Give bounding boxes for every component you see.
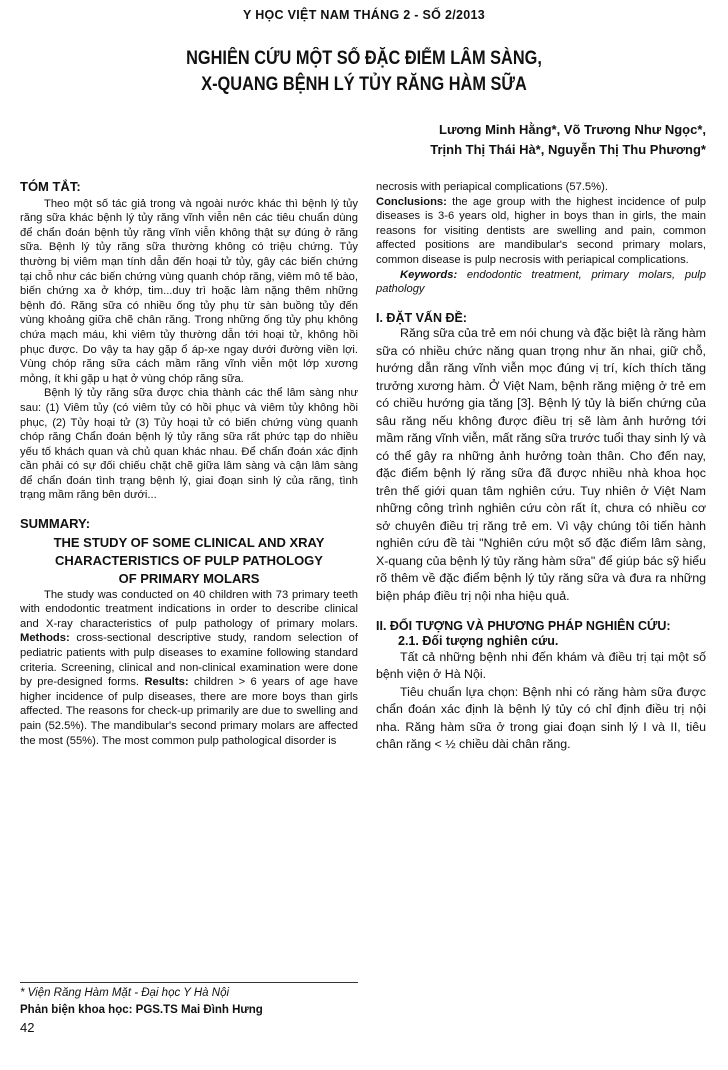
authors-line-1: Lương Minh Hằng*, Võ Trương Như Ngọc*, [439,122,706,137]
title-line-2: X-QUANG BỆNH LÝ TỦY RĂNG HÀM SỮA [201,74,527,95]
section-2-1-heading: 2.1. Đối tượng nghiên cứu. [398,633,559,648]
conclusions-text: the age group with the highest incidence of pulp diseases is 3-6 years old, higher in boys than in girls, the main reasons for visiting dentists are swelling and pain, common affected positions are mandibular's second primary molars, common disease is pulp necrosis with periapical complications. [376,195,706,266]
journal-header: Y HỌC VIỆT NAM THÁNG 2 - SỐ 2/2013 [243,8,485,22]
summary-vi-paragraph-2: Bệnh lý tủy răng sữa được chia thành các thể lâm sàng như sau: (1) Viêm tủy (có viêm tủy có hồi phục và viêm tủy không hồi phục, (2) Tủy hoại tử (3) Tủy hoại tử có biến chứng vùng quanh chóp răng Chẩn đoán bệnh lý tủy răng sữa rất phức tạp do nhiều yếu tố khách quan và chủ quan khác nhau. Để chẩn đoán xác định cần phải có sự đối chiếu chặt chẽ giữa lâm sàng và cận lâm sàng để chẩn đoán tình trạng bệnh lý, giai đoạn sinh lý của răng, tình trạng mầm răng bên dưới... [20,387,358,502]
summary-en-title-2: CHARACTERISTICS OF PULP PATHOLOGY [55,552,323,568]
conclusions-label: Conclusions: [376,195,447,208]
summary-vi-paragraph-1: Theo một số tác giả trong và ngoài nước khác thì bệnh lý tủy răng sữa khác bệnh lý tủy răng vĩnh viễn nên các tiêu chuẩn dùng để chẩn đoán bệnh tủy răng vĩnh viễn không thật sự đúng ở răng sữa. Bệnh lý tủy răng sữa thường không có triệu chứng. Tủy thường bị viêm mạn tính dẫn đến hoại tử tủy, gây các biến chứng tại chỗ như các biến chứng vùng quanh chóp răng, viêm mô tế bào, biến chứng xa ở khớp, tim...duy trì hoặc làm nặng thêm những bệnh đó. Răng sữa có nhiều ống tủy phụ từ sàn buồng tủy đến vùng khoảng giữa chẽ chân răng. Trong những ống tủy phụ không chứa mạch máu, khi viêm tủy thường dẫn tới hoại tử, không hồi phục được. Do vậy ta hay gặp ổ áp-xe ngay dưới đường viền lợi. Vùng chóp răng sữa cách mầm răng vĩnh viễn một lớp xương mỏng, ít khi gặp u hạt ở vùng chóp răng sữa. [20,197,358,385]
page-number: 42 [20,1020,35,1035]
summary-en-paragraph [20,588,358,749]
left-column [20,180,358,748]
reviewer: Phản biện khoa học: PGS.TS Mai Đình Hưng [20,1004,263,1016]
section-1-paragraph: Răng sữa của trẻ em nói chung và đặc biệt là răng hàm sữa có nhiều chức năng quan trọng như ăn nhai, giữ chỗ, hướng dẫn răng vĩnh viễn mọc đúng vị trí, kích thích tăng trưởng xương hàm. Ở Việt Nam, bệnh răng miệng ở trẻ em có chiều hướng gia tăng [3]. Bệnh lý tủy là biến chứng của sâu răng nếu không được điều trị sẽ làm ảnh hưởng tới mầm răng vĩnh viễn, mất răng sữa trước tuổi thay sinh lý và có thể gây ra những ảnh hưởng toàn thân. Cho đến nay, đặc điểm bệnh lý răng sữa đã được nhiều nhà khoa học trên thế giới quan tâm nghiên cứu. Tuy nhiên ở Việt Nam những công trình nghiên cứu còn rất ít, chưa có nhiều cơ sở chuyên điều trị răng trẻ em. Vì vậy chúng tôi tiến hành nghiên cứu đề tài "Nghiên cứu một số đặc điểm lâm sàng, X-quang của bệnh lý tủy răng hàm sữa" để giúp bác sỹ hiểu rõ thêm về đặc điểm bệnh lý tủy răng sữa và đưa ra những biện pháp điều trị nội nha hiệu quả. [376,326,706,603]
section-2-paragraph-2: Tiêu chuẩn lựa chọn: Bệnh nhi có răng hàm sữa được chẩn đoán xác định là bệnh lý tủy có chỉ định điều trị nội nha. Răng hàm sữa ở trong giai đoạn sinh lý I và II, tiêu chân răng < ½ chiều dài chân răng. [376,684,706,752]
summary-en-title-3: OF PRIMARY MOLARS [118,570,260,586]
results-continuation: necrosis with periapical complications (57.5%). [376,181,608,193]
section-2-paragraph-1: Tất cả những bệnh nhi đến khám và điều trị tại một số bệnh viện ở Hà Nội. [376,649,706,682]
keywords-paragraph [376,268,706,297]
title-line-1: NGHIÊN CỨU MỘT SỐ ĐẶC ĐIỂM LÂM SÀNG, [186,48,542,69]
keywords-text: endodontic treatment, primary molars, pulp pathology [376,268,706,296]
keywords-label: Keywords: [400,268,458,281]
summary-en-title-1: THE STUDY OF SOME CLINICAL AND XRAY [53,534,325,550]
results-label: Results: [144,676,189,689]
summary-en-heading: SUMMARY: [20,516,91,532]
summary-vi-heading: TÓM TẮT: [20,179,81,194]
affiliation: * Viện Răng Hàm Mặt - Đại học Y Hà Nội [20,987,230,999]
section-2-heading: II. ĐỐI TƯỢNG VÀ PHƯƠNG PHÁP NGHIÊN CỨU: [376,619,671,634]
authors-line-2: Trịnh Thị Thái Hà*, Nguyễn Thị Thu Phương* [430,142,706,157]
article-title [51,46,677,98]
right-column [376,180,706,754]
authors [266,120,706,160]
en-intro: The study was conducted on 40 children with 73 primary teeth with endodontic treatment indications in order to describe clinical and X-ray characteristics of pulp pathology of primary molars. [20,588,358,630]
section-1-heading: I. ĐẶT VẤN ĐỀ: [376,310,467,325]
methods-text: cross-sectional descriptive study, random selection of pediatric patients with pulp diseases to examine following standard criteria. Screening, clinical and non-clinical examination were done by pre-designed forms. [20,632,359,689]
footnote-divider [20,982,358,983]
methods-label: Methods: [20,632,70,645]
conclusions-paragraph [376,195,706,268]
results-text: children > 6 years of age have higher incidence of pulp diseases, there are more boys than girls affected. The reasons for check-up primarily are due to swelling and pain (52.5%). The mandibular's second primary molars are affected the most (55%). The most common pulp pathological disorder is [20,676,359,747]
footnote [20,982,420,1036]
